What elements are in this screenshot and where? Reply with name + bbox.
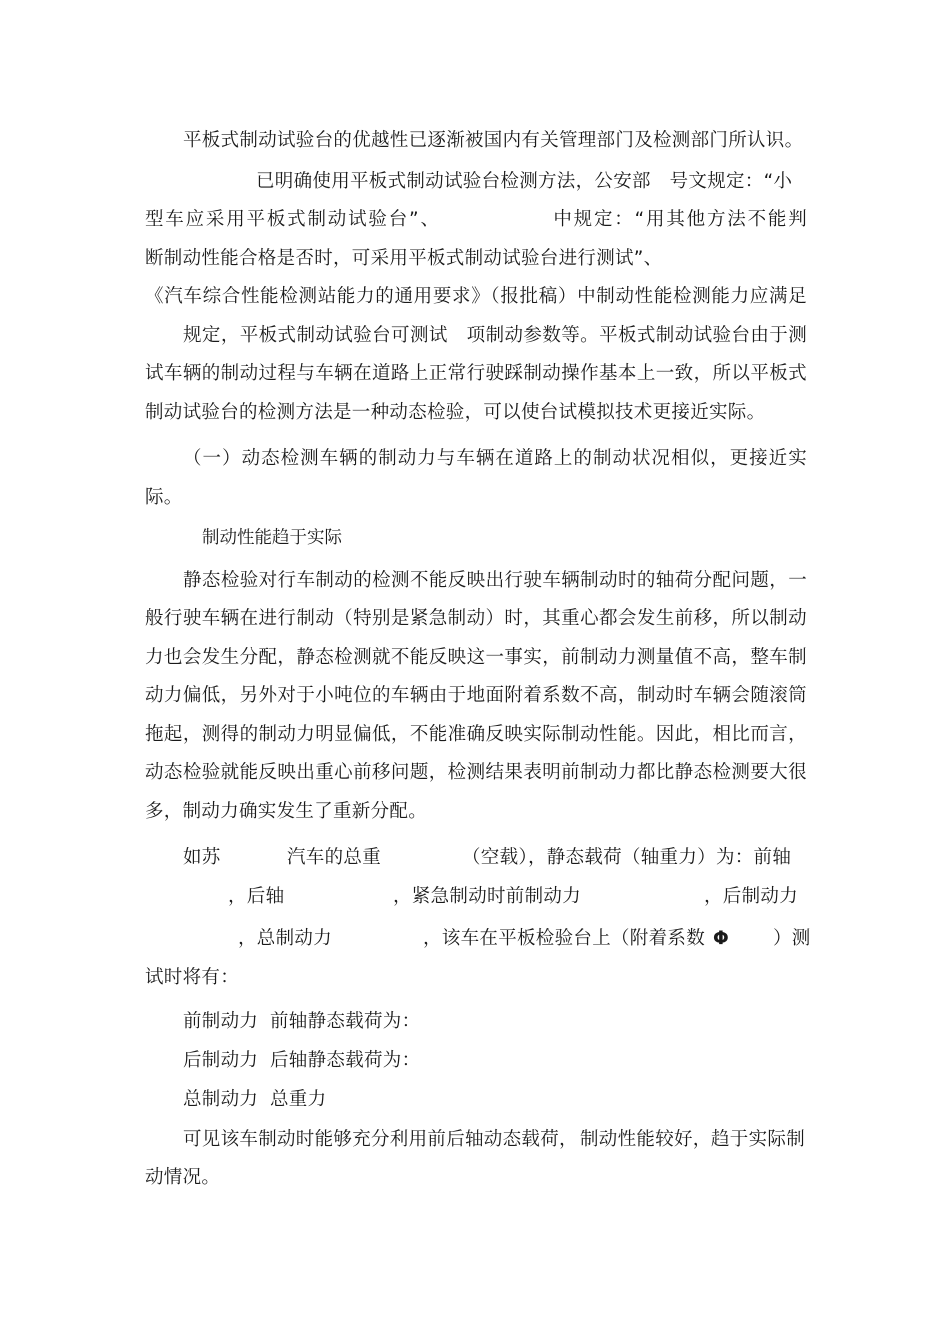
example-line-3-seg-1: ，总制动力 bbox=[238, 928, 333, 949]
result-rear-desc: 后轴静态载荷为： bbox=[270, 1050, 421, 1071]
paragraph-2-line-7: 制动试验台的检测方法是一种动态检验，可以使台试模拟技术更接近实际。 bbox=[145, 402, 766, 423]
example-line-3-seg-2: ，该车在平板检验台上（附着系数 bbox=[423, 928, 706, 949]
result-front-label: 前制动力 bbox=[183, 1011, 259, 1032]
result-front-desc: 前轴静态载荷为： bbox=[270, 1011, 421, 1032]
paragraph-2-line-3: 断制动性能合格是否时，可采用平板式制动试验台进行测试”、 bbox=[145, 248, 663, 269]
example-line-1-seg-2: 汽车的总重 bbox=[287, 847, 382, 868]
paragraph-4-line-1: 静态检验对行车制动的检测不能反映出行驶车辆制动时的轴荷分配问题，一 bbox=[183, 570, 807, 591]
paragraph-4-line-7: 多，制动力确实发生了重新分配。 bbox=[145, 801, 428, 822]
paragraph-3-line-2: 际。 bbox=[145, 487, 183, 508]
conclusion-line-1-seg-2: 制动性能较好， bbox=[580, 1129, 712, 1150]
result-total-desc: 总重力 bbox=[270, 1089, 327, 1110]
example-line-3-seg-4: ）测 bbox=[773, 928, 811, 949]
paragraph-2-line-4: 《汽车综合性能检测站能力的通用要求》（报批稿）中制动性能检测能力应满足 bbox=[145, 286, 807, 307]
example-line-2-seg-1: ，后轴 bbox=[228, 886, 285, 907]
example-line-1-seg-3: （空载），静态载荷（轴重力）为：前轴 bbox=[462, 847, 792, 868]
conclusion-line-1-seg-1: 可见该车制动时能够充分利用前后轴动态载荷， bbox=[183, 1129, 578, 1150]
example-line-1-seg-1: 如苏 bbox=[183, 847, 221, 868]
conclusion-line-1-seg-3: 趋于实际制 bbox=[711, 1129, 806, 1150]
paragraph-4-line-3: 力也会发生分配，静态检测就不能反映这一事实，前制动力测量值不高，整车制 bbox=[145, 647, 807, 668]
result-rear-label: 后制动力 bbox=[183, 1050, 259, 1071]
paragraph-4-line-5: 拖起，测得的制动力明显偏低，不能准确反映实际制动性能。因此，相比而言， bbox=[145, 724, 807, 745]
paragraph-4-line-4: 动力偏低，另外对于小吨位的车辆由于地面附着系数不高，制动时车辆会随滚筒 bbox=[145, 685, 807, 706]
paragraph-1-line-1: 平板式制动试验台的优越性已逐渐被国内有关管理部门及检测部门所认识。 bbox=[183, 130, 804, 151]
paragraph-2-line-6: 试车辆的制动过程与车辆在道路上正常行驶踩制动操作基本上一致，所以平板式 bbox=[145, 363, 807, 384]
result-total-label: 总制动力 bbox=[183, 1089, 259, 1110]
paragraph-2-line-1: 已明确使用平板式制动试验台检测方法，公安部 号文规定：“小 bbox=[256, 171, 793, 192]
section-heading: 制动性能趋于实际 bbox=[202, 528, 342, 548]
example-line-2-seg-3: ，后制动力 bbox=[704, 886, 799, 907]
paragraph-3-line-1: （一）动态检测车辆的制动力与车辆在道路上的制动状况相似，更接近实 bbox=[183, 448, 807, 469]
paragraph-4-line-2: 般行驶车辆在进行制动（特别是紧急制动）时，其重心都会发生前移，所以制动 bbox=[145, 608, 807, 629]
example-line-4: 试时将有： bbox=[145, 967, 240, 988]
conclusion-line-2: 动情况。 bbox=[145, 1167, 221, 1188]
paragraph-2-line-2: 型车应采用平板式制动试验台”、 中规定：“用其他方法不能判 bbox=[145, 209, 807, 230]
adhesion-coefficient-symbol: Φ bbox=[713, 928, 730, 949]
paragraph-4-line-6: 动态检验就能反映出重心前移问题，检测结果表明前制动力都比静态检测要大很 bbox=[145, 762, 807, 783]
paragraph-2-line-5: 规定，平板式制动试验台可测试 项制动参数等。平板式制动试验台由于测 bbox=[183, 325, 807, 346]
example-line-2-seg-2: ，紧急制动时前制动力 bbox=[393, 886, 582, 907]
